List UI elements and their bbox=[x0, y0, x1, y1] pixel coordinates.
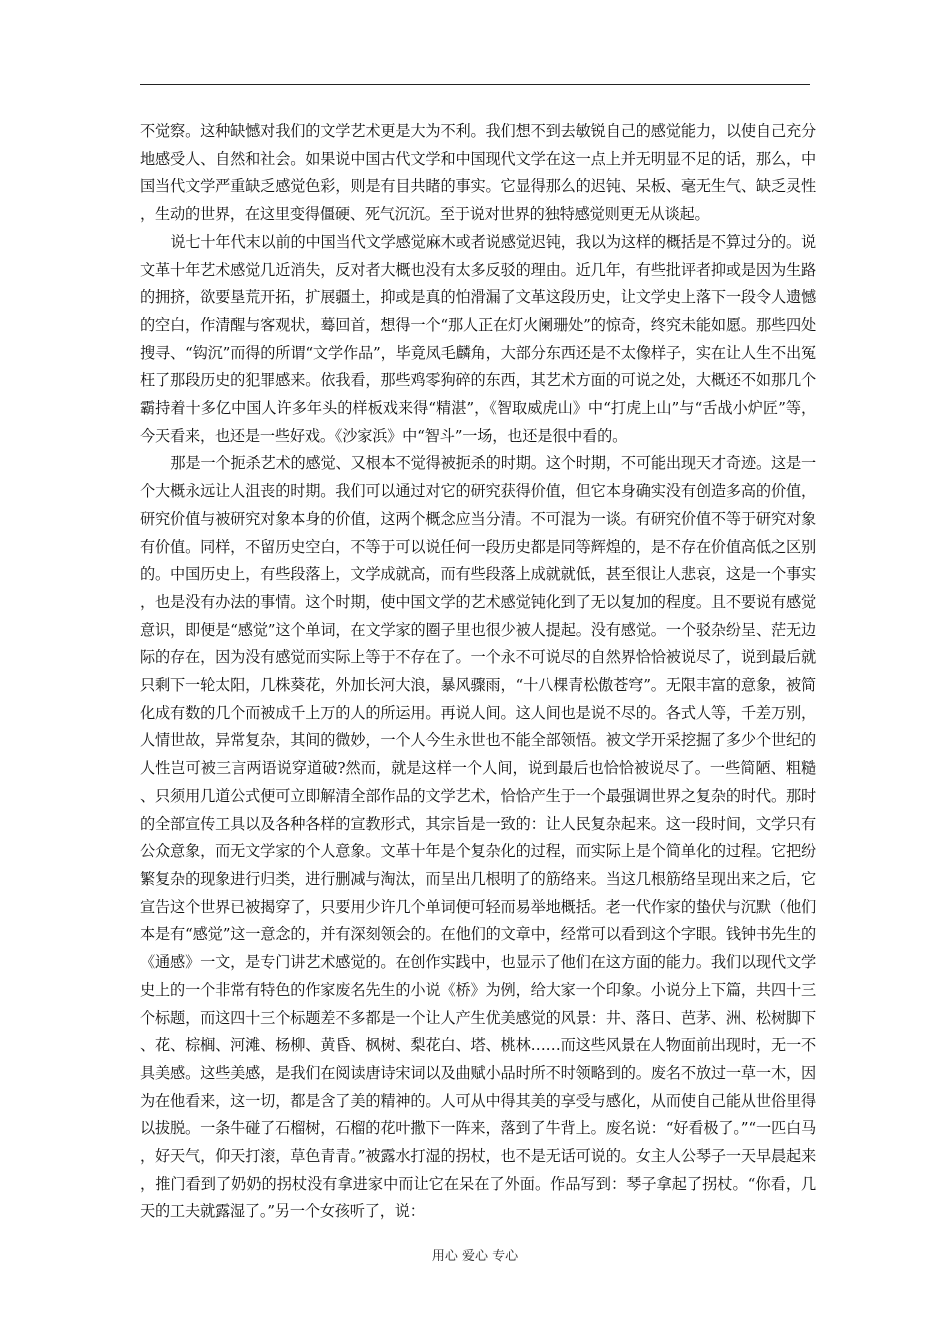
header-rule bbox=[140, 84, 810, 85]
paragraph-1: 不觉察。这种缺憾对我们的文学艺术更是大为不利。我们想不到去敏锐自己的感觉能力，以使自己充分地感受人、自然和社会。如果说中国古代文学和中国现代文学在这一点上并无明显不足的话，那么，中国当代文学严重缺乏感觉色彩，则是有目共睹的事实。它显得那么的迟钝、呆板、毫无生气、缺乏灵性，生动的世界，在这里变得僵硬、死气沉沉。至于说对世界的独特感觉则更无从谈起。 bbox=[140, 122, 816, 224]
paragraph-3: 那是一个扼杀艺术的感觉、又根本不觉得被扼杀的时期。这个时期，不可能出现天才奇迹。这是一个大概永远让人沮丧的时期。我们可以通过对它的研究获得价值，但它本身确实没有创造多高的价值，研究价值与被研究对象本身的价值，这两个概念应当分清。不可混为一谈。有研究价值不等于研究对象有价值。同样，不留历史空白，不等于可以说任何一段历史都是同等辉煌的，是不存在价值高低之区别的。中国历史上，有些段落上，文学成就高，而有些段落上成就就低，甚至很让人悲哀，这是一个事实，也是没有办法的事情。这个时期，使中国文学的艺术感觉钝化到了无以复加的程度。且不要说有感觉意识，即便是“感觉”这个单词，在文学家的圈子里也很少被人提起。没有感觉。一个驳杂纷呈、茫无边际的存在，因为没有感觉而实际上等于不存在了。一个永不可说尽的自然界恰恰被说尽了，说到最后就只剩下一轮太阳，几株葵花，外加长河大浪，暴风骤雨，“十八棵青松傲苍穹”。无限丰富的意象，被简化成有数的几个而被成千上万的人的所运用。再说人间。这人间也是说不尽的。各式人等，千差万别，人情世故，异常复杂，其间的微妙，一个人今生永世也不能全部领悟。被文学开采挖掘了多少个世纪的人性岂可被三言两语说穿道破?然而，就是这样一个人间，说到最后也恰恰被说尽了。一些简陋、粗糙、只须用几道公式便可立即解清全部作品的文学艺术，恰恰产生于一个最强调世界之复杂的时代。那时的全部宣传工具以及各种各样的宣教形式，其宗旨是一致的：让人民复杂起来。这一段时间，文学只有公众意象，而无文学家的个人意象。文革十年是个复杂化的过程，而实际上是个简单化的过程。它把纷繁复杂的现象进行归类，进行删减与淘汰，而呈出几根明了的筋络来。当这几根筋络呈现出来之后，它宣告这个世界已被揭穿了，只要用少许几个单词便可轻而易举地概括。老一代作家的蛰伏与沉默（他们本是有“感觉”这一意念的，并有深刻领会的。在他们的文章中，经常可以看到这个字眼。钱钟书先生的《通感》一文，是专门讲艺术感觉的。在创作实践中，也显示了他们在这方面的能力。我们以现代文学史上的一个非常有特色的作家废名先生的小说《桥》为例，给大家一个印象。小说分上下篇，共四十三个标题，而这四十三个标题差不多都是一个让人产生优美感觉的风景：井、落日、芭茅、洲、松树脚下、花、棕榈、河滩、杨柳、黄昏、枫树、梨花白、塔、桃林……而这些风景在人物面前出现时，无一不具美感。这些美感，是我们在阅读唐诗宋词以及曲赋小品时所不时领略到的。废名不放过一草一木，因为在他看来，这一切，都是含了美的精神的。人可从中得其美的享受与感化，从而使自己能从世俗里得以拔脱。一条牛碰了石榴树，石榴的花叶撒下一阵来，落到了牛背上。废名说：“好看极了。”“一匹白马，好天气，仰天打滚，草色青青。”被露水打湿的拐杖，也不是无话可说的。女主人公琴子一天早晨起来，推门看到了奶奶的拐杖没有拿进家中而让它在呆在了外面。作品写到：琴子拿起了拐杖。“你看，几天的工夫就露湿了。”另一个女孩听了，说： bbox=[140, 454, 816, 1221]
document-body bbox=[140, 118, 816, 1228]
page-footer: 用心 爱心 专心 bbox=[431, 1249, 519, 1264]
paragraph-2: 说七十年代末以前的中国当代文学感觉麻木或者说感觉迟钝，我以为这样的概括是不算过分的。说文革十年艺术感觉几近消失，反对者大概也没有太多反驳的理由。近几年，有些批评者抑或是因为生路的拥挤，欲要垦荒开拓，扩展疆土，抑或是真的怕滑漏了文革这段历史，让文学史上落下一段令人遗憾的空白，作清醒与客观状，蓦回首，想得一个“那人正在灯火阑珊处”的惊奇，终究未能如愿。那些四处搜寻、“钩沉”而得的所谓“文学作品”，毕竟凤毛麟角，大部分东西还是不太像样子，实在让人生不出冤枉了那段历史的犯罪感来。依我看，那些鸡零狗碎的东西，其艺术方面的可说之处，大概还不如那几个霸持着十多亿中国人许多年头的样板戏来得“精湛”，《智取威虎山》中“打虎上山”与“舌战小炉匠”等，今天看来，也还是一些好戏。《沙家浜》中“智斗”一场，也还是很中看的。 bbox=[140, 232, 816, 445]
